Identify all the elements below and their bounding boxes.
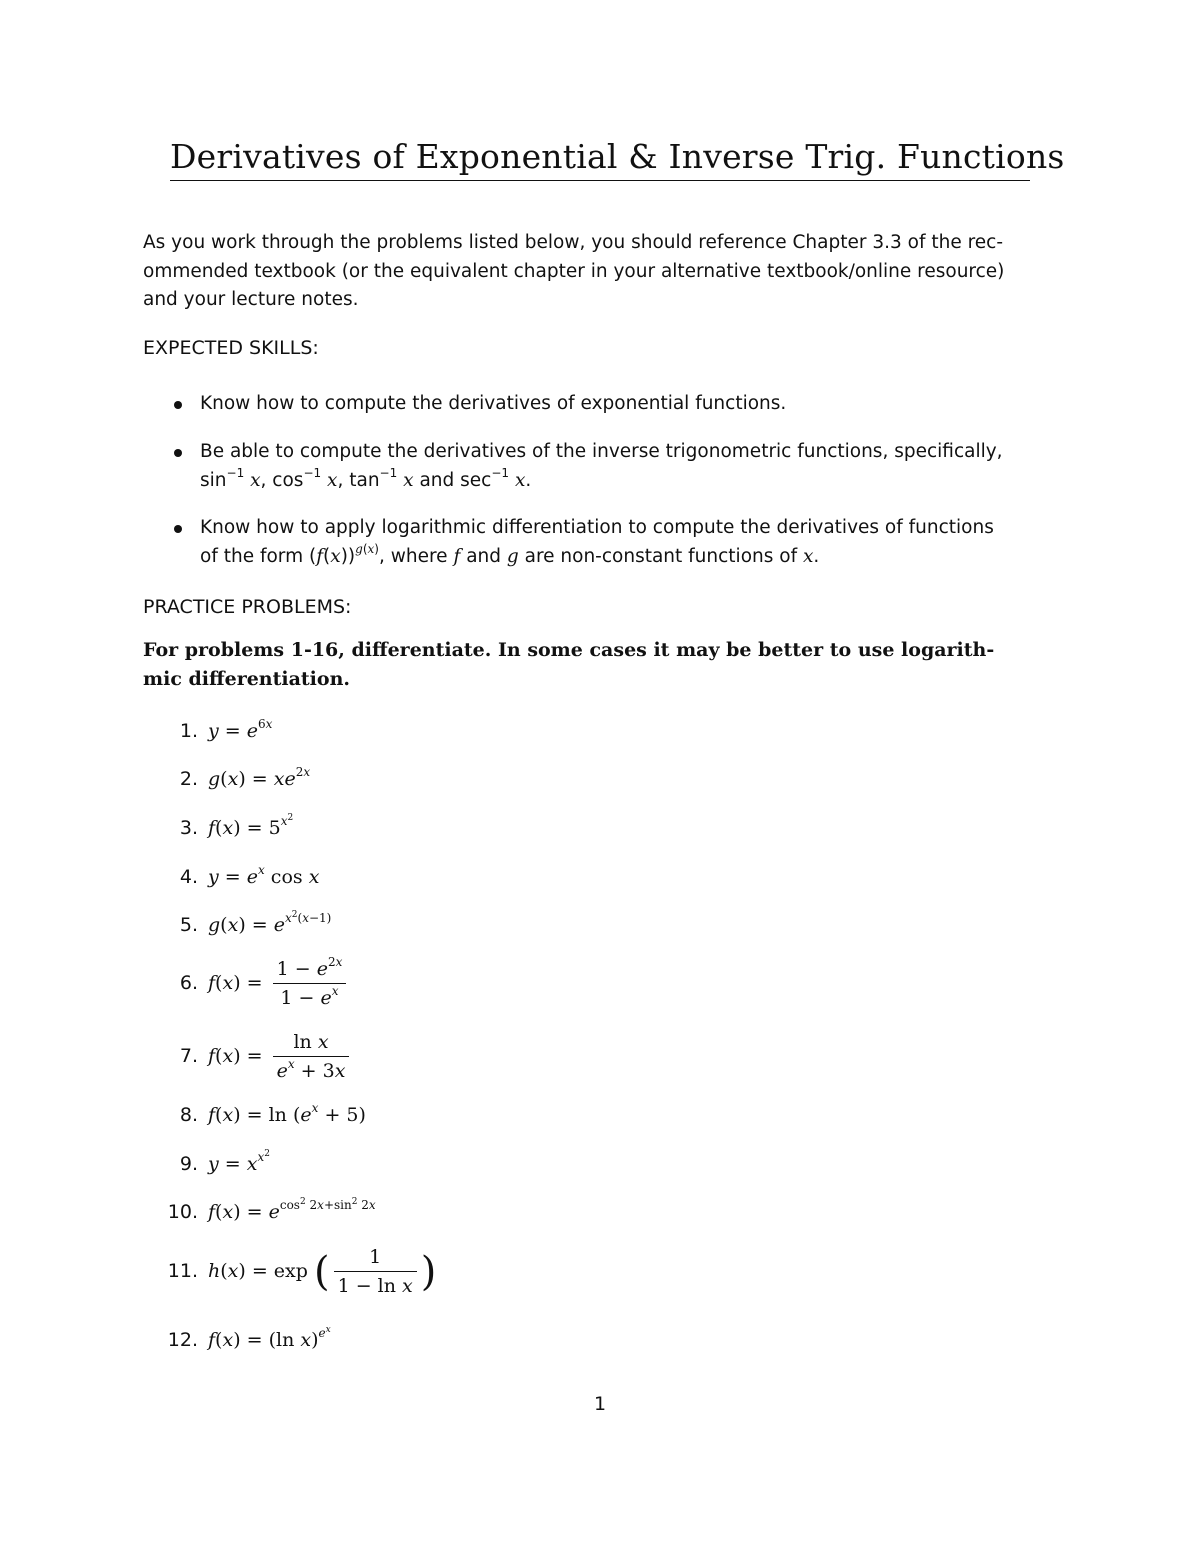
problem-number: 6.: [179, 971, 198, 994]
problem-8: 8. $f(x) = \ln (e^x + 5)$: [150, 1104, 366, 1126]
intro-paragraph: [143, 229, 1061, 315]
skill-text: Be able to compute the derivatives of the inverse trigonometric functions, specifically,: [200, 441, 1003, 462]
intro-line-3: and your lecture notes.: [143, 289, 359, 310]
problem-number: 7.: [179, 1044, 198, 1067]
problem-9: 9. $y = x^{x^2}$: [150, 1153, 270, 1175]
problem-number: 8.: [179, 1104, 198, 1126]
skill-text: Know how to compute the derivatives of exponential functions.: [200, 393, 787, 414]
skill-formula: of the form $(f(x))^{g(x)}$, where f and g are non-constant functions of x.: [200, 542, 820, 567]
problem-5: 5. $g(x) = e^{x^2(x-1)}$: [150, 914, 331, 936]
problem-12: 12. f(x) = (ln x)$^{e^x}$: [150, 1329, 331, 1351]
problem-10: 10. $f(x) = e^{cos^2 2x+sin^2 2x}$: [150, 1201, 376, 1223]
problem-6: 6. f(x) = $\frac{1 - e^{2x}}{1 - e^x}$: [150, 958, 350, 1009]
problem-7: 7. f(x) = $\frac{\text{ln x}}{e^x + 3x}$: [150, 1031, 353, 1082]
instructions-line-1: For problems 1-16, differentiate. In some cases it may be better to use logarith-: [143, 639, 995, 661]
problem-4: 4. $y = e^x$ cos x: [150, 866, 319, 888]
problem-number: 10.: [167, 1201, 198, 1223]
instructions: [143, 636, 1061, 694]
intro-line-2: ommended textbook (or the equivalent chapter in your alternative textbook/online resource): [143, 260, 1005, 282]
bullet-icon: [174, 401, 182, 409]
skill-text: Know how to apply logarithmic differentiation to compute the derivatives of functions: [200, 517, 994, 538]
bullet-icon: [174, 525, 182, 533]
skill-formula: $\sin^{-1} x$, $\cos^{-1} x$, $\tan^{-1} x$ and $\sec^{-1} x$.: [200, 466, 532, 491]
problem-number: 1.: [179, 720, 198, 742]
problem-number: 12.: [167, 1329, 198, 1351]
problem-3: 3. $f(x) = 5^{x^2}$: [150, 817, 293, 839]
problem-number: 9.: [179, 1153, 198, 1175]
problem-number: 11.: [167, 1259, 198, 1282]
instructions-line-2: mic differentiation.: [143, 668, 351, 690]
intro-line-1: As you work through the problems listed below, you should reference Chapter 3.3 of the rec-: [143, 232, 1004, 253]
page-number: 1: [593, 1393, 607, 1415]
bullet-icon: [174, 449, 182, 457]
problem-1: 1. $y = e^{6x}$: [150, 720, 272, 742]
expected-skills-heading: EXPECTED SKILLS:: [143, 337, 319, 359]
problem-number: 5.: [179, 914, 198, 936]
problem-number: 4.: [179, 866, 198, 888]
problem-number: 2.: [179, 768, 198, 790]
page-title: Derivatives of Exponential & Inverse Trig. Functions: [170, 136, 1030, 181]
problem-number: 3.: [179, 817, 198, 839]
problem-2: 2. $g(x) = xe^{2x}$: [150, 768, 310, 790]
problem-11: 11. h(x) = exp ( $\frac{1}{\text{1 − ln x}}$ ): [150, 1246, 436, 1297]
practice-problems-heading: PRACTICE PROBLEMS:: [143, 596, 352, 618]
